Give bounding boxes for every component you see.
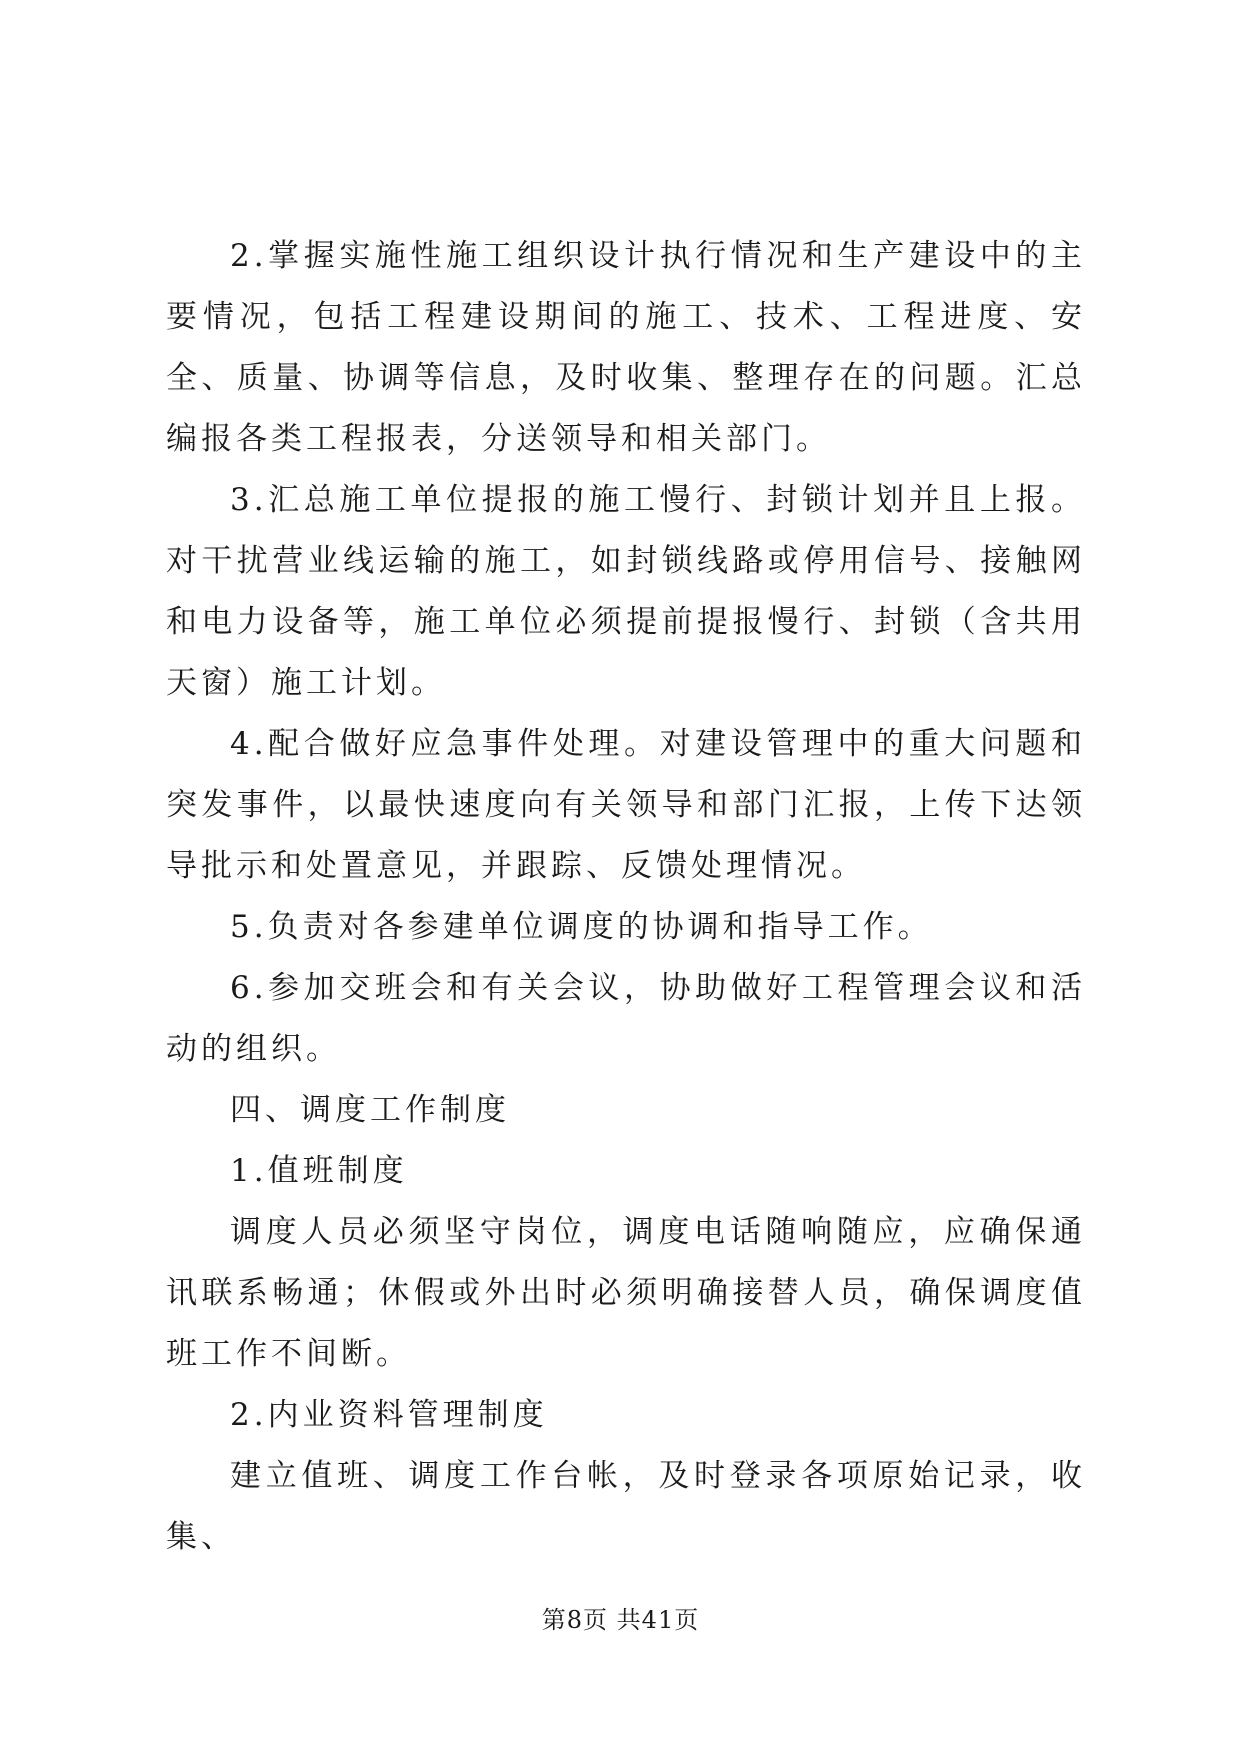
section-heading: 四、调度工作制度 xyxy=(230,1092,510,1128)
paragraph-item-6: 6.参加交班会和有关会议，协助做好工程管理会议和活动的组织。 xyxy=(166,970,1086,1067)
paragraph-records-system: 建立值班、调度工作台帐，及时登录各项原始记录，收集、 xyxy=(166,1458,1086,1555)
paragraph-item-2: 2.掌握实施性施工组织设计执行情况和生产建设中的主要情况，包括工程建设期间的施工、技术、工程进度、安全、质量、协调等信息，及时收集、整理存在的问题。汇总编报各类工程报表，分送领导和相关部门。 xyxy=(166,238,1086,457)
page-number-footer: 第8页 共41页 xyxy=(541,1606,700,1634)
subheading-duty-system: 1.值班制度 xyxy=(230,1153,408,1189)
paragraph-item-3: 3.汇总施工单位提报的施工慢行、封锁计划并且上报。对干扰营业线运输的施工，如封锁线路或停用信号、接触网和电力设备等，施工单位必须提前提报慢行、封锁（含共用天窗）施工计划。 xyxy=(166,482,1086,701)
paragraph-item-4: 4.配合做好应急事件处理。对建设管理中的重大问题和突发事件，以最快速度向有关领导和部门汇报，上传下达领导批示和处置意见，并跟踪、反馈处理情况。 xyxy=(166,726,1086,884)
subheading-records-system: 2.内业资料管理制度 xyxy=(230,1397,548,1433)
paragraph-duty-system: 调度人员必须坚守岗位，调度电话随响随应，应确保通讯联系畅通；休假或外出时必须明确接替人员，确保调度值班工作不间断。 xyxy=(166,1214,1086,1372)
paragraph-item-5: 5.负责对各参建单位调度的协调和指导工作。 xyxy=(230,909,933,945)
document-body xyxy=(166,226,1086,1568)
